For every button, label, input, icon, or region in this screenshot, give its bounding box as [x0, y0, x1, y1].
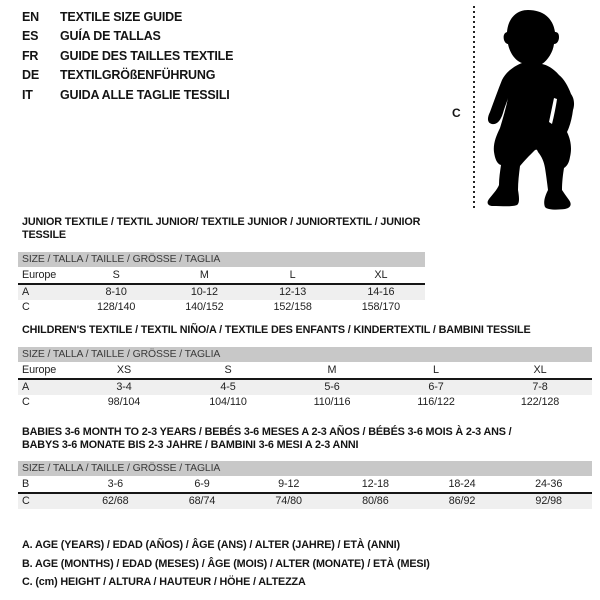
row-label: A [22, 381, 30, 393]
row-cell: 4-5 [220, 381, 236, 393]
language-row [22, 46, 233, 66]
row-cell: 104/110 [209, 396, 247, 408]
row-cell: 8-10 [105, 286, 127, 298]
size-header-bar: SIZE / TALLA / TAILLE / GRÖSSE / TAGLIA [18, 252, 425, 267]
table-title-line: BABYS 3-6 MONATE BIS 2-3 JAHRE / BAMBINI 3-6 MESI A 2-3 ANNI [22, 439, 359, 451]
row-cell: 62/68 [102, 495, 129, 507]
table-title-line: JUNIOR TEXTILE / TEXTIL JUNIOR/ TEXTILE JUNIOR / JUNIORTEXTIL / JUNIOR TESSILE [22, 216, 421, 241]
language-code: EN [22, 9, 39, 24]
row-cell: M [327, 364, 337, 376]
row-cell: S [112, 269, 120, 281]
row-label: Europe [22, 364, 57, 376]
size-header-bar: SIZE / TALLA / TAILLE / GRÖSSE / TAGLIA [18, 347, 592, 362]
row-cell: L [289, 269, 296, 281]
row-cell: 80/86 [362, 495, 389, 507]
row-cell: 3-4 [116, 381, 132, 393]
row-cell: L [433, 364, 439, 376]
row-cell: 24-36 [535, 478, 563, 490]
table-row [18, 380, 592, 395]
baby-silhouette-icon [486, 6, 599, 211]
row-cell: 9-12 [278, 478, 300, 490]
row-cell: 14-16 [367, 286, 395, 298]
row-cell: 6-9 [194, 478, 210, 490]
row-label: C [22, 301, 30, 313]
height-marker-label: C [452, 106, 461, 120]
language-code: DE [22, 68, 39, 83]
row-cell: 122/128 [520, 396, 560, 408]
row-cell: 86/92 [448, 495, 476, 507]
row-cell: 110/116 [313, 396, 351, 408]
size-header-bar: SIZE / TALLA / TAILLE / GRÖSSE / TAGLIA [18, 461, 592, 476]
table-body [18, 477, 592, 509]
row-cell: S [224, 364, 232, 376]
footnote: A. AGE (YEARS) / EDAD (AÑOS) / ÂGE (ANS) / ALTER (JAHRE) / ETÀ (ANNI) [22, 539, 400, 551]
footnote-list [22, 536, 430, 592]
table-row [18, 300, 425, 315]
row-cell: 158/170 [361, 301, 401, 313]
row-cell: 10-12 [190, 286, 218, 298]
footnote: B. AGE (MONTHS) / EDAD (MESES) / ÂGE (MOIS) / ALTER (MONATE) / ETÀ (MESI) [22, 557, 430, 570]
childrens-textile-table [18, 324, 592, 410]
table-title [22, 324, 592, 337]
language-title: TEXTILE SIZE GUIDE [60, 9, 183, 24]
row-cell: 140/152 [185, 301, 224, 313]
height-dashed-line [473, 6, 475, 208]
table-title [22, 216, 425, 242]
language-code: FR [22, 48, 39, 63]
row-cell: 18-24 [448, 478, 476, 490]
table-row [18, 285, 425, 300]
row-cell: XL [533, 364, 547, 376]
row-cell: 6-7 [428, 381, 444, 393]
table-body [18, 363, 592, 410]
table-row [18, 268, 425, 285]
table-row [18, 395, 592, 410]
row-cell: 3-6 [107, 478, 123, 490]
language-title: GUIDA ALLE TAGLIE TESSILI [60, 87, 230, 102]
row-cell: 128/140 [96, 301, 136, 313]
row-cell: 12-18 [361, 478, 389, 490]
table-title-line: CHILDREN'S TEXTILE / TEXTIL NIÑO/A / TEXTILE DES ENFANTS / KINDERTEXTIL / BAMBINI TESSILE [22, 324, 531, 336]
junior-textile-table [18, 216, 425, 315]
language-row [22, 66, 233, 86]
row-cell: 74/80 [275, 495, 302, 507]
row-cell: M [199, 269, 209, 281]
language-title-list [22, 7, 233, 105]
row-cell: 12-13 [279, 286, 307, 298]
language-row [22, 27, 233, 47]
row-cell: 7-8 [532, 381, 548, 393]
row-label: C [22, 495, 30, 507]
language-title: GUÍA DE TALLAS [60, 29, 161, 44]
row-cell: 5-6 [324, 381, 340, 393]
row-cell: 68/74 [188, 495, 216, 507]
table-body [18, 268, 425, 315]
language-title: GUIDE DES TAILLES TEXTILE [60, 48, 234, 63]
row-label: B [22, 478, 30, 490]
language-code: ES [22, 29, 39, 44]
row-cell: 92/98 [535, 495, 562, 507]
row-cell: 152/158 [273, 301, 312, 313]
language-row [22, 7, 233, 27]
language-code: IT [22, 87, 33, 102]
table-title-line: BABIES 3-6 MONTH TO 2-3 YEARS / BEBÉS 3-6 MESES A 2-3 AÑOS / BÉBÉS 3-6 MOIS À 2-3 ANS / [22, 426, 512, 438]
row-cell: 116/122 [417, 396, 455, 408]
row-cell: 98/104 [107, 396, 141, 408]
row-label: A [22, 286, 30, 298]
table-row [18, 494, 592, 509]
row-cell: XS [116, 364, 132, 376]
table-title [22, 426, 592, 452]
language-title: TEXTILGRÖßENFÜHRUNG [60, 68, 216, 83]
table-row [18, 477, 592, 494]
language-row [22, 85, 233, 105]
row-cell: XL [374, 269, 388, 281]
babies-textile-table [18, 426, 592, 509]
table-row [18, 363, 592, 380]
footnote: C. (cm) HEIGHT / ALTURA / HAUTEUR / HÖHE / ALTEZZA [22, 576, 306, 589]
row-label: C [22, 396, 30, 408]
row-label: Europe [22, 269, 57, 281]
